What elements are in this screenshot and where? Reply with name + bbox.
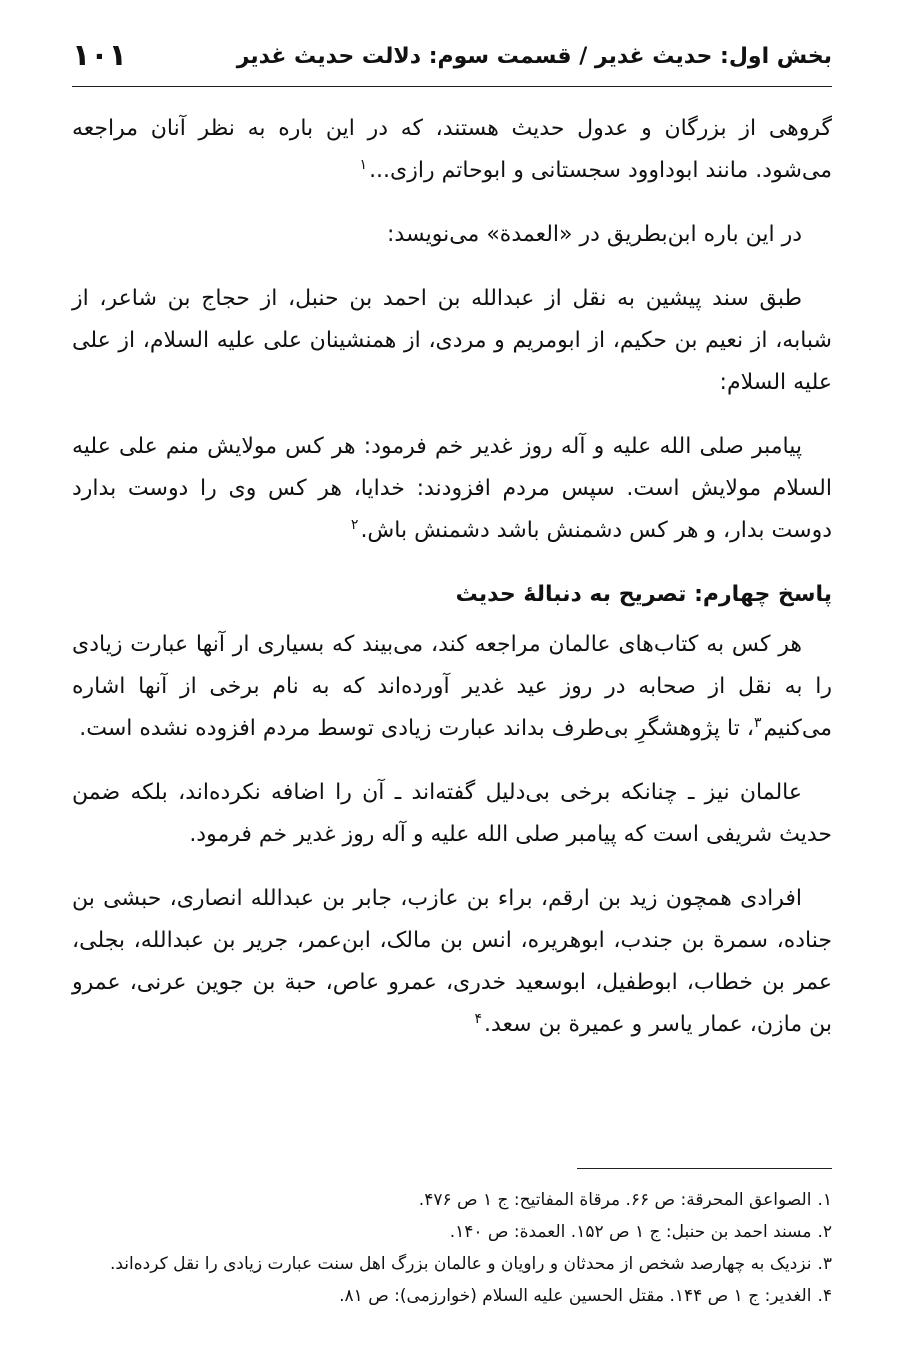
footnote-text: الغدیر: ج ۱ ص ۱۴۴. مقتل الحسین علیه السلام (خوارزمی): ص ۸۱. — [339, 1286, 812, 1306]
paragraph-3 — [72, 278, 832, 404]
page-number: ۱۰۱ — [72, 38, 127, 73]
footnote-item — [72, 1216, 832, 1248]
paragraph-5 — [72, 624, 832, 750]
paragraph-6 — [72, 772, 832, 856]
paragraph-1-text: گروهی از بزرگان و عدول حدیث هستند، که در این باره به نظر آنان مراجعه می‌شود. مانند ابوداوود سجستانی و ابوحاتم رازی... — [72, 116, 832, 183]
running-header — [72, 38, 832, 87]
paragraph-2-text: در این باره ابن‌بطریق در «العمدة» می‌نویسد: — [387, 222, 802, 247]
footnote-divider — [577, 1168, 832, 1169]
footnote-text: نزدیک به چهارصد شخص از محدثان و راویان و عالمان بزرگ اهل سنت عبارت زیادی را نقل کرده‌اند. — [109, 1254, 812, 1274]
footnote-ref-3: ۳ — [753, 714, 762, 731]
page-body — [72, 108, 832, 1068]
section-heading: پاسخ چهارم: تصریح به دنبالۀ حدیث — [455, 582, 832, 607]
footnote-ref-4: ۴ — [474, 1010, 482, 1027]
footnote-item — [72, 1248, 832, 1280]
paragraph-5-text-b: ، تا پژوهشگرِ بی‌طرف بداند عبارت زیادی توسط مردم افزوده نشده است. — [79, 716, 754, 741]
footnote-number: ۳. — [817, 1254, 832, 1274]
paragraph-2 — [72, 214, 832, 256]
footnote-text: الصواعق المحرقة: ص ۶۶. مرقاة المفاتیح: ج ۱ ص ۴۷۶. — [418, 1190, 812, 1210]
book-page — [72, 0, 832, 1366]
paragraph-5-text-a: هر کس به کتاب‌های عالمان مراجعه کند، می‌بیند که بسیاری ار آنها عبارت زیادی را به نقل از صحابه در روز عید غدیر آورده‌اند که به نام برخی از آنها اشاره می‌کنیم — [72, 632, 832, 741]
footnote-text: مسند احمد بن حنبل: ج ۱ ص ۱۵۲. العمدة: ص ۱۴۰. — [449, 1222, 812, 1242]
paragraph-6-text: عالمان نیز ـ چنانکه برخی بی‌دلیل گفته‌اند ـ آن را اضافه نکرده‌اند، بلکه ضمن حدیث شریفی است که پیامبر صلی الله علیه و آله روز غدیر خم فرمود. — [72, 780, 832, 847]
footnote-ref-1: ۱ — [359, 156, 368, 173]
paragraph-1 — [72, 108, 832, 192]
paragraph-7 — [72, 878, 832, 1046]
header-title: بخش اول: حدیث غدیر / قسمت سوم: دلالت حدیث غدیر — [236, 44, 832, 69]
paragraph-4 — [72, 426, 832, 552]
paragraph-3-text: طبق سند پیشین به نقل از عبدالله بن احمد بن حنبل، از حجاج بن شاعر، از شبابه، از نعیم بن حکیم، از ابومریم و مردی، از همنشینان علی علیه السلام، از علی علیه السلام: — [72, 286, 832, 395]
footnote-number: ۴. — [817, 1286, 832, 1306]
footnote-number: ۲. — [817, 1222, 832, 1242]
footnote-item — [72, 1184, 832, 1216]
footnotes — [72, 1184, 832, 1312]
footnote-number: ۱. — [817, 1190, 832, 1210]
paragraph-7-text: افرادی همچون زید بن ارقم، براء بن عازب، جابر بن عبدالله انصاری، حبشی بن جناده، سمرة بن جندب، ابوهریره، انس بن مالک، ابن‌عمر، جریر بن عبدالله، بجلی، عمر بن خطاب، ابوطفیل، ابوسعید خدری، عمرو عاص، حبة بن جوین عرنی، عمرو بن مازن، عمار یاسر و عمیرة بن سعد. — [72, 886, 832, 1037]
footnote-item — [72, 1280, 832, 1312]
paragraph-4-text: پیامبر صلی الله علیه و آله روز غدیر خم فرمود: هر کس مولایش منم علی علیه السلام مولایش است. سپس مردم افزودند: خدایا، هر کس وی را دوست بدارد دوست بدار، و هر کس دشمنش باشد دشمنش باش. — [72, 434, 832, 543]
footnote-ref-2: ۲ — [350, 516, 359, 533]
